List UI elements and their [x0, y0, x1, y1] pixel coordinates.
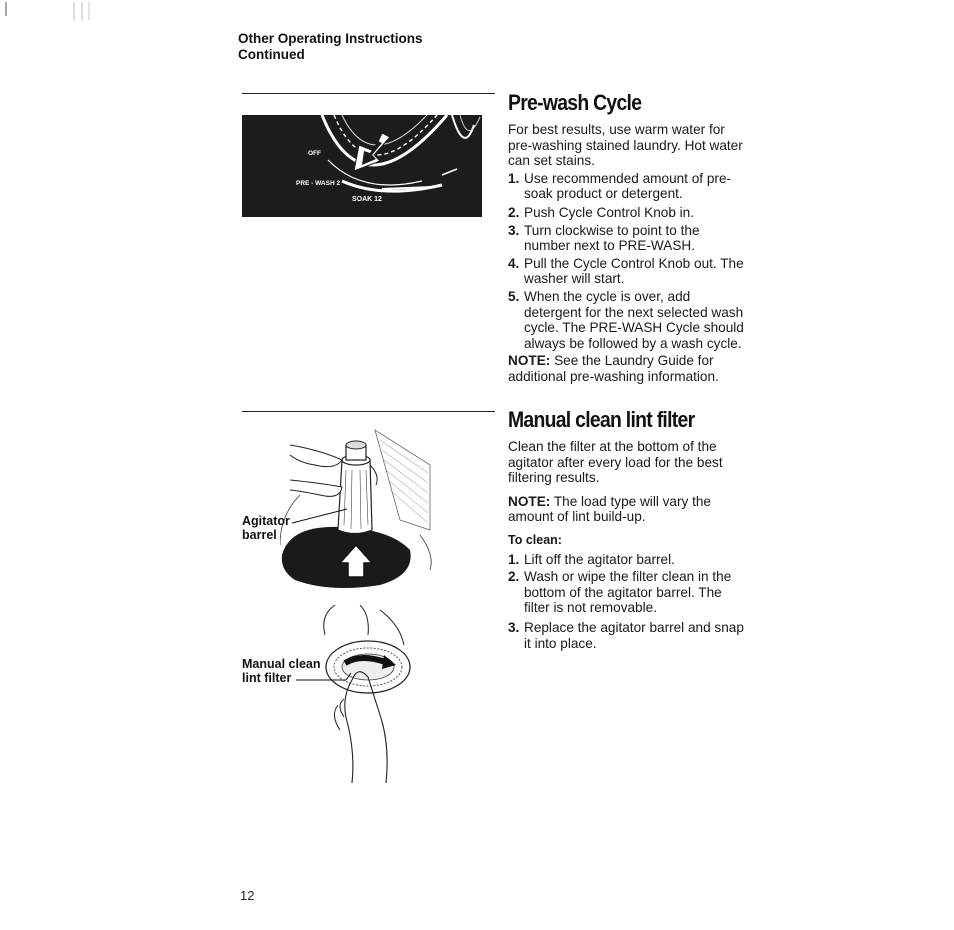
step-number: 2. [508, 204, 520, 220]
barrel-callout-leader [292, 505, 352, 525]
step-number: 3. [508, 222, 520, 238]
prewash-steps [508, 171, 748, 352]
section-rule-prewash [242, 93, 495, 94]
dial-label-prewash: PRE - WASH 2 [296, 180, 341, 187]
step-text: Push Cycle Control Knob in. [524, 204, 695, 220]
callout-filter-line2: lint filter [242, 671, 292, 685]
running-head-title: Other Operating Instructions [238, 31, 423, 46]
running-head-continued: Continued [238, 47, 305, 62]
section-rule-lint [242, 411, 495, 412]
prewash-step-2 [508, 205, 748, 221]
prewash-note [508, 353, 748, 384]
step-number: 5. [508, 288, 520, 304]
note-label: NOTE: [508, 493, 551, 509]
prewash-body [508, 122, 748, 385]
lint-body [508, 439, 748, 651]
running-head [238, 31, 423, 63]
lint-step-3 [508, 620, 748, 651]
lint-steps [508, 552, 748, 652]
callout-filter-line1: Manual clean [242, 657, 321, 671]
step-number: 1. [508, 170, 520, 186]
prewash-step-5 [508, 289, 748, 351]
step-text: Wash or wipe the filter clean in the bottom of the agitator barrel. The filter is not removable. [524, 569, 732, 616]
crop-marks [0, 0, 120, 30]
section-title-prewash: Pre-wash Cycle [508, 90, 642, 115]
lint-step-1 [508, 552, 748, 568]
step-text: When the cycle is over, add detergent for the next selected wash cycle. The PRE-WASH Cycle should always be followed by a wash cycle. [524, 288, 744, 351]
callout-agitator-line1: Agitator [242, 514, 290, 528]
step-text: Turn clockwise to point to the number next to PRE-WASH. [524, 222, 700, 254]
step-text: Use recommended amount of pre-soak product or detergent. [524, 170, 732, 202]
callout-lint-filter [242, 657, 321, 685]
section-title-lint: Manual clean lint filter [508, 407, 695, 432]
step-number: 1. [508, 551, 520, 567]
callout-agitator-barrel [242, 514, 290, 542]
step-text: Lift off the agitator barrel. [524, 551, 675, 567]
page-number: 12 [240, 888, 255, 903]
callout-agitator-line2: barrel [242, 528, 277, 542]
prewash-dial-illustration [242, 115, 482, 217]
step-text: Pull the Cycle Control Knob out. The washer will start. [524, 255, 744, 287]
prewash-step-3 [508, 223, 748, 254]
lint-step-2 [508, 569, 748, 616]
step-text: Replace the agitator barrel and snap it into place. [524, 619, 744, 651]
to-clean-heading: To clean: [508, 532, 562, 547]
note-text: See the Laundry Guide for additional pre-washing information. [508, 353, 719, 384]
prewash-step-1 [508, 171, 748, 202]
prewash-step-4 [508, 256, 748, 287]
note-text: The load type will vary the amount of lint build-up. [508, 493, 711, 525]
lint-note [508, 494, 748, 525]
note-label: NOTE: [508, 353, 551, 369]
lint-intro: Clean the filter at the bottom of the agitator after every load for the best filtering results. [508, 439, 723, 486]
prewash-intro: For best results, use warm water for pre-washing stained laundry. Hot water can set stains. [508, 122, 743, 169]
dial-label-soak: SOAK 12 [352, 196, 382, 203]
step-number: 4. [508, 255, 520, 271]
step-number: 2. [508, 569, 520, 585]
step-number: 3. [508, 619, 520, 635]
lint-filter-illustration [300, 605, 430, 785]
dial-label-off: OFF [308, 150, 321, 157]
